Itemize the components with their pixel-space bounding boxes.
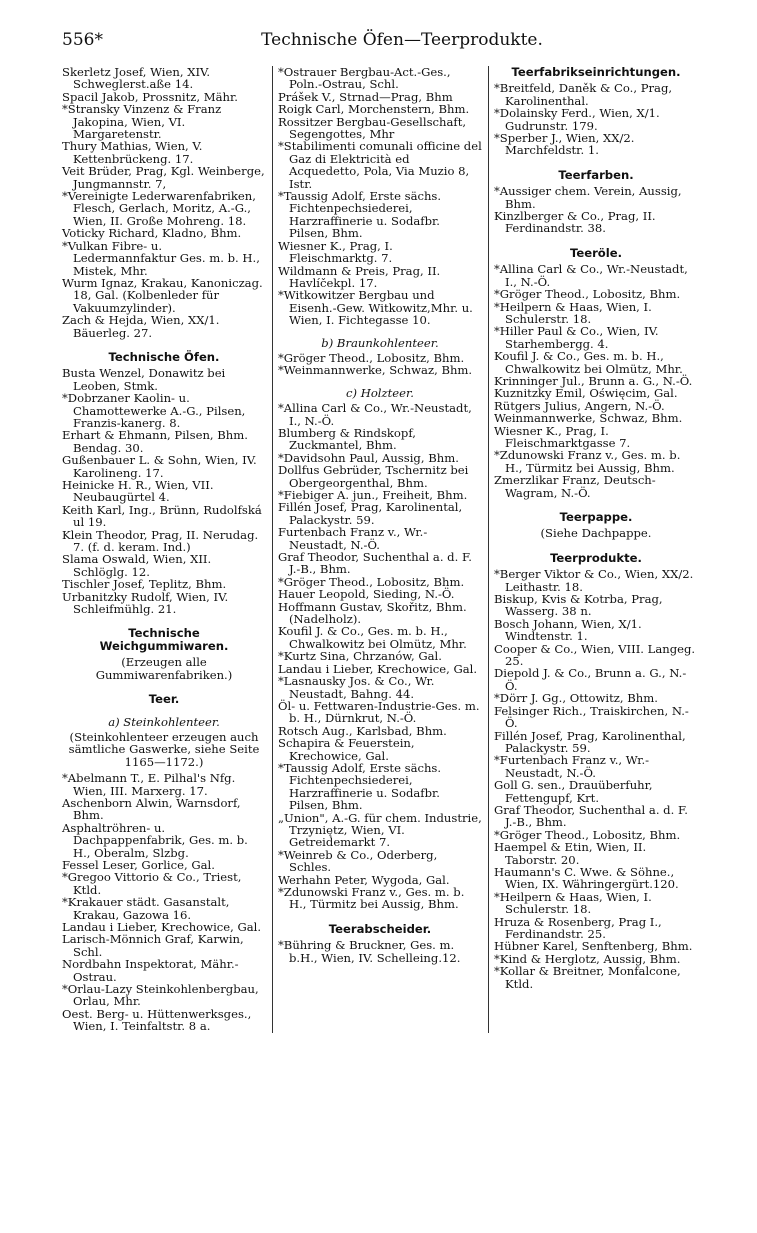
section-heading: Teer. [148,692,180,707]
entry-list [62,367,266,615]
directory-entry: Fillén Josef, Prag, Karolinental, Palackystr. 59. [278,500,463,527]
directory-entry: Wildmann & Preis, Prag, II. Havlíčekpl. 17. [278,263,441,290]
directory-entry: *Heilpern & Haas, Wien, I. Schulerstr. 18. [494,299,652,326]
directory-entry: Fessel Leser, Gorlice, Gal. [62,857,215,872]
directory-entry: Cooper & Co., Wien, VIII. Langeg. 25. [494,641,696,669]
columns [62,66,702,1033]
directory-entry: *Stransky Vinzenz & Franz Jakopina, Wien, VI. Margaretenstr. [62,102,222,142]
directory-entry: *Gröger Theod., Lobositz, Bhm. [494,827,681,842]
page-number: 556* [62,30,103,50]
directory-entry: Nordbahn Inspektorat, Mähr.-Ostrau. [62,957,239,984]
subsection-heading: b) Braunkohlenteer. [321,335,439,350]
directory-entry: *Taussig Adolf, Erste sächs. Fichtenpechsiederei, Harzraffinerie u. Sodafbr. Pilsen, Bhm. [278,189,442,241]
section-note: (Erzeugen alle Gummiwarenfabriken.) [95,655,233,682]
directory-entry: Skerletz Josef, Wien, XIV. Schweglerst.aße 14. [62,65,211,92]
directory-entry: Koufil J. & Co., Ges. m. b. H., Chwalkowitz bei Olmütz, Mhr. [494,349,683,376]
directory-entry: *Heilpern & Haas, Wien, I. Schulerstr. 18. [494,889,652,917]
column-1 [62,66,266,1033]
directory-entry: Rütgers Julius, Angern, N.-Ö. [494,398,665,413]
directory-entry: *Berger Viktor & Co., Wien, XX/2. Leithastr. 18. [494,567,694,594]
directory-entry: *Allina Carl & Co., Wr.-Neustadt, I., N.-Ö. [278,401,472,428]
directory-entry: *Zdunowski Franz v., Ges. m. b. H., Türmitz bei Aussig, Bhm. [278,885,465,912]
directory-entry: Klein Theodor, Prag, II. Nerudag. 7. (f. d. keram. Ind.) [62,527,259,555]
directory-entry: Zach & Hejda, Wien, XX/1. Bäuerleg. 27. [62,313,220,340]
directory-entry: Larisch-Mönnich Graf, Karwin, Schl. [62,932,244,959]
directory-entry: *Bühring & Bruckner, Ges. m. b.H., Wien, IV. Schelleing.12. [278,938,461,965]
directory-entry: Furtenbach Franz v., Wr.-Neustadt, N.-Ö. [278,525,428,552]
directory-entry: Slama Oswald, Wien, XII. Schlöglg. 12. [62,552,212,579]
directory-entry: *Stabilimenti comunali officine del Gaz di Elektricità ed Acquedetto, Pola, Via Muzio 8, Istr. [278,139,482,191]
directory-entry: Keith Karl, Ing., Brünn, Rudolfská ul 19. [62,502,262,530]
directory-entry: Wiesner K., Prag, I. Fleischmarktg. 7. [278,238,393,266]
directory-page [62,30,702,1033]
directory-entry: Rossitzer Bergbau-Gesellschaft, Segengottes, Mhr [278,114,467,142]
entry-list [494,263,698,499]
directory-entry: Rotsch Aug., Karlsbad, Bhm. [278,723,447,738]
directory-entry: Landau i Lieber, Krechowice, Gal. [62,920,262,934]
directory-entry: *Krakauer städt. Gasanstalt, Krakau, Gazowa 16. [62,895,230,922]
directory-entry: *Sperber J., Wien, XX/2. Marchfeldstr. 1. [494,131,635,158]
directory-entry: Biskup, Kvis & Kotrba, Prag, Wasserg. 38 n. [494,592,663,619]
section-note: (Siehe Dachpappe. [540,526,652,541]
directory-entry: Diepold J. & Co., Brunn a. G., N.-Ö. [494,666,687,693]
column-2 [272,66,482,1033]
directory-entry: *Ostrauer Bergbau-Act.-Ges., Poln.-Ostrau, Schl. [278,65,451,92]
directory-entry: Haumann's C. Wwe. & Söhne., Wien, IX. Währingergürt.120. [494,864,679,892]
directory-entry: *Orlau-Lazy Steinkohlenbergbau, Orlau, Mhr. [62,982,259,1009]
section-heading: Teeröle. [569,245,623,260]
page-header [62,30,702,60]
page-title: Technische Öfen—Teerprodukte. [261,30,543,50]
directory-entry: Urbanitzky Rudolf, Wien, IV. Schleifmühlg. 21. [62,589,229,617]
directory-entry: Gußenbauer L. & Sohn, Wien, IV. Karolineng. 17. [62,453,257,480]
entry-list [278,402,482,911]
directory-entry: *Abelmann T., E. Pilhal's Nfg. Wien, III. Marxerg. 17. [62,771,236,798]
directory-entry: Graf Theodor, Suchenthal a. d. F. J.-B., Bhm. [278,550,472,577]
directory-entry: *Lasnausky Jos. & Co., Wr. Neustadt, Bahng. 44. [278,674,435,701]
section-heading: Teerfarben. [558,167,634,182]
directory-entry: Schapira & Feuerstein, Krechowice, Gal. [278,736,415,763]
directory-entry: *Witkowitzer Bergbau und Eisenh.-Gew. Witkowitz,Mhr. u. Wien, I. Fichtegasse 10. [278,288,473,328]
directory-entry: Felsinger Rich., Traiskirchen, N.-Ö. [494,703,689,731]
directory-entry: *Taussig Adolf, Erste sächs. Fichtenpechsiederei, Harzraffinerie u. Sodafbr. Pilsen, Bhm. [278,760,442,813]
directory-entry: Erhart & Ehmann, Pilsen, Bhm. Bendag. 30. [62,428,248,455]
entry-list [494,82,698,156]
directory-entry: Hruza & Rosenberg, Prag I., Ferdinandstr. 25. [494,914,662,941]
entry-list [494,185,698,235]
directory-entry: Heinicke H. R., Wien, VII. Neubaugürtel 4. [62,478,214,505]
entry-list [494,568,698,990]
directory-entry: Dollfus Gebrüder, Tschernitz bei Obergeorgenthal, Bhm. [278,463,469,490]
directory-entry: Kinzlberger & Co., Prag, II. Ferdinandstr. 38. [494,209,656,236]
entry-list [62,66,266,339]
directory-entry: Haempel & Etin, Wien, II. Taborstr. 20. [494,840,647,867]
directory-entry: Hübner Karel, Senftenberg, Bhm. [494,939,693,954]
directory-entry: Busta Wenzel, Donawitz bei Leoben, Stmk. [62,366,226,393]
directory-entry: Krinninger Jul., Brunn a. G., N.-Ö. [494,373,693,388]
directory-entry: Veit Brüder, Prag, Kgl. Weinberge, Jungmannstr. 7, [62,164,265,191]
directory-entry: Hauer Leopold, Sieding, N.-Ö. [278,587,455,602]
section-note: (Steinkohlenteer erzeugen auch sämtliche Gaswerke, siehe Seite 1165—1172.) [68,729,260,769]
directory-entry: *Vulkan Fibre- u. Ledermannfaktur Ges. m. b. H., Mistek, Mhr. [62,238,260,278]
section-heading: Technische Öfen. [108,349,220,364]
directory-entry: Aschenborn Alwin, Warnsdorf, Bhm. [62,795,241,823]
directory-entry: *Vereinigte Lederwarenfabriken, Flesch, Gerlach, Moritz, A.-G., Wien, II. Große Mohreng. 18. [62,189,256,228]
directory-entry: Bosch Johann, Wien, X/1. Windtenstr. 1. [494,616,642,644]
section-heading: Teerpappe. [559,510,633,524]
directory-entry: Wiesner K., Prag, I. Fleischmarktgasse 7. [494,423,631,450]
directory-entry: Tischler Josef, Teplitz, Bhm. [62,577,227,592]
column-3 [488,66,698,1033]
directory-entry: Goll G. sen., Drauüberfuhr, Fettengupf, Krt. [494,778,653,805]
directory-entry: *Allina Carl & Co., Wr.-Neustadt, I., N.-Ö. [494,262,688,289]
section-heading: Teerprodukte. [550,550,642,565]
directory-entry: Blumberg & Rindskopf, Zuckmantel, Bhm. [278,425,416,453]
section-heading: Teerabscheider. [328,921,432,936]
directory-entry: Prášek V., Strnad—Prag, Bhm [278,89,453,104]
directory-entry: *Gröger Theod., Lobositz, Bhm. [278,350,465,365]
directory-entry: Fillén Josef, Prag, Karolinenthal, Palackystr. 59. [494,728,686,755]
directory-entry: *Fiebiger A. jun., Freiheit, Bhm. [278,488,468,502]
directory-entry: *Gröger Theod., Lobositz, Bhm. [494,287,681,302]
directory-entry: *Kurtz Sina, Chrzanów, Gal. [278,649,442,664]
directory-entry: *Gröger Theod., Lobositz, Bhm. [278,574,465,589]
directory-entry: *Breitfeld, Daněk & Co., Prag, Karolinenthal. [494,81,673,108]
directory-entry: *Weinreb & Co., Oderberg, Schles. [278,847,438,875]
directory-entry: *Gregoo Vittorio & Co., Triest, Ktld. [62,870,242,897]
section-heading: Teerfabrikseinrichtungen. [511,65,681,79]
directory-entry: Thury Mathias, Wien, V. Kettenbrückeng. 17. [62,139,203,166]
directory-entry: *Dörr J. Gg., Ottowitz, Bhm. [494,691,658,706]
subsection-heading: c) Holzteer. [346,385,414,400]
entry-list [278,66,482,327]
directory-entry: Werhahn Peter, Wygoda, Gal. [278,872,450,887]
directory-entry: Roigk Carl, Morchenstern, Bhm. [278,102,470,117]
directory-entry: *Dobrzaner Kaolin- u. Chamottewerke A.-G., Pilsen, Franzis-kanerg. 8. [62,391,246,430]
directory-entry: „Union", A.-G. für chem. Industrie, Trzyniętz, Wien, VI. Getreidemarkt 7. [278,810,482,850]
directory-entry: *Furtenbach Franz v., Wr.-Neustadt, N.-Ö. [494,753,650,780]
directory-entry: Landau i Lieber, Krechowice, Gal. [278,661,478,676]
directory-entry: Wurm Ignaz, Krakau, Kanoniczag. 18, Gal. (Kolbenleder für Vakuumzylinder). [62,275,263,315]
directory-entry: *Davidsohn Paul, Aussig, Bhm. [278,450,459,465]
directory-entry: *Dolainsky Ferd., Wien, X/1. Gudrunstr. 179. [494,106,660,133]
directory-entry: Zmerzlikar Franz, Deutsch-Wagram, N.-Ö. [494,473,656,500]
directory-entry: *Aussiger chem. Verein, Aussig, Bhm. [494,184,682,211]
directory-entry: *Kollar & Breitner, Monfalcone, Ktld. [494,964,681,991]
directory-entry: Hoffmann Gustav, Skořitz, Bhm. (Nadelholz). [278,599,467,627]
entry-list [278,939,482,964]
directory-entry: *Kind & Herglotz, Aussig, Bhm. [494,951,681,966]
directory-entry: Öl- u. Fettwaren-Industrie-Ges. m. b. H., Dürnkrut, N.-Ö. [278,698,480,726]
section-heading: Technische Weichgummiwaren. [99,626,229,653]
entry-list [62,772,266,1033]
directory-entry: *Weinmannwerke, Schwaz, Bhm. [278,363,473,378]
directory-entry: Spacil Jakob, Prossnitz, Mähr. [62,89,238,104]
directory-entry: Graf Theodor, Suchenthal a. d. F. J.-B., Bhm. [494,802,688,830]
directory-entry: Asphaltröhren- u. Dachpappenfabrik, Ges. m. b. H., Oberalm, Slzbg. [62,820,248,860]
directory-entry: Voticky Richard, Kladno, Bhm. [62,226,242,241]
directory-entry: *Hiller Paul & Co., Wien, IV. Starhembergg. 4. [494,324,659,351]
directory-entry: Weinmannwerke, Schwaz, Bhm. [494,411,683,426]
subsection-heading: a) Steinkohlenteer. [108,714,220,729]
directory-entry: *Zdunowski Franz v., Ges. m. b. H., Türmitz bei Aussig, Bhm. [494,448,681,475]
directory-entry: Koufil J. & Co., Ges. m. b. H., Chwalkowitz bei Olmütz, Mhr. [278,624,467,651]
directory-entry: Kuznitzky Emil, Oświęcim, Gal. [494,386,678,401]
entry-list [278,352,482,377]
directory-entry: Oest. Berg- u. Hüttenwerksges., Wien, I. Teinfaltstr. 8 a. [62,1006,252,1034]
